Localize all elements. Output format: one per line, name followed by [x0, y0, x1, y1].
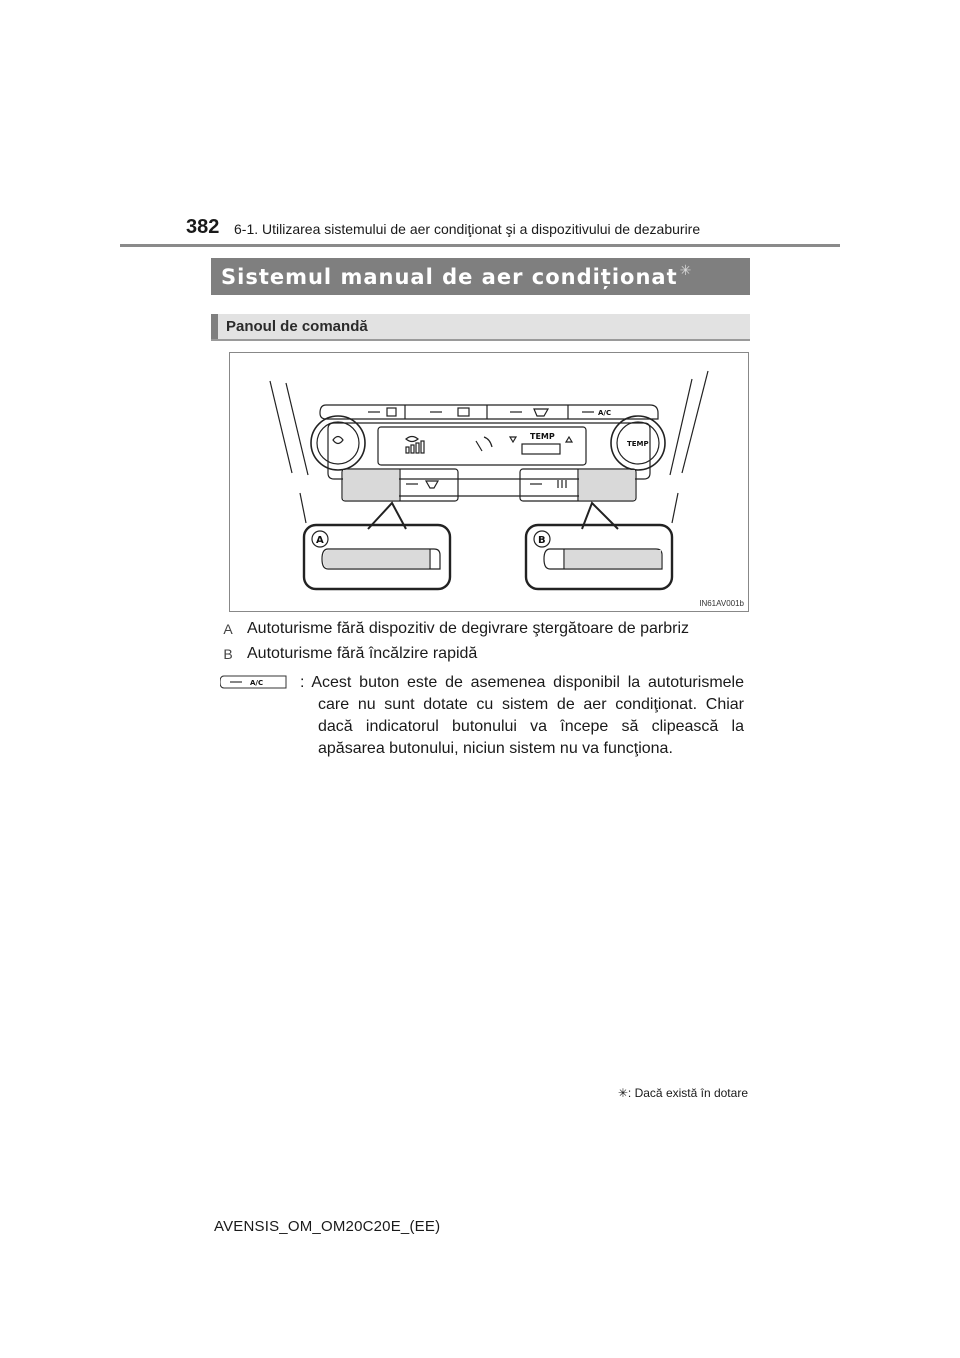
legend-mark-a: A	[223, 621, 233, 637]
optional-equipment-star-icon: ✳	[679, 262, 692, 278]
temp-display-label: TEMP	[530, 432, 555, 441]
temp-knob-label: TEMP	[627, 440, 649, 448]
subsection-title: Panoul de comandă	[226, 318, 368, 335]
subsection-accent	[211, 314, 218, 339]
chapter-title: 6-1. Utilizarea sistemului de aer condiţionat şi a dispozitivului de dezaburire	[234, 221, 701, 237]
subsection-title-bar	[211, 314, 750, 341]
header-divider	[120, 244, 840, 247]
page-number: 382	[186, 216, 220, 238]
callout-label-a: A	[316, 535, 324, 546]
control-panel-illustration	[230, 353, 748, 611]
legend-item-a	[221, 620, 689, 638]
section-title: Sistemul manual de aer condiționat	[221, 264, 678, 289]
legend-item-b	[221, 645, 477, 663]
footnote	[600, 1086, 748, 1100]
footnote-text: : Dacă există în dotare	[627, 1086, 748, 1100]
ac-button-label: A/C	[598, 409, 612, 417]
section-title-bar	[211, 258, 750, 295]
ac-button-icon	[220, 674, 290, 690]
ac-note-text: : Acest buton este de asemenea disponibil la autoturismele care nu sunt dotate cu sistem de aer condiţionat. Chiar dacă indicatorul butonului va începe să clipească la apăsarea butonului, niciun sistem nu va funcţiona.	[300, 674, 744, 757]
figure-code: IN61AV001b	[699, 599, 744, 608]
callout-label-b: B	[538, 535, 546, 546]
legend-mark-b: B	[223, 646, 233, 662]
ac-note-button-label: A/C	[250, 679, 264, 687]
document-code: AVENSIS_OM_OM20C20E_(EE)	[214, 1218, 441, 1235]
footnote-star-icon: ✳	[617, 1086, 628, 1100]
control-panel-figure	[229, 352, 749, 612]
legend-text-a: Autoturisme fără dispozitiv de degivrare ştergătoare de parbriz	[247, 620, 689, 637]
legend-text-b: Autoturisme fără încălzire rapidă	[247, 645, 478, 662]
